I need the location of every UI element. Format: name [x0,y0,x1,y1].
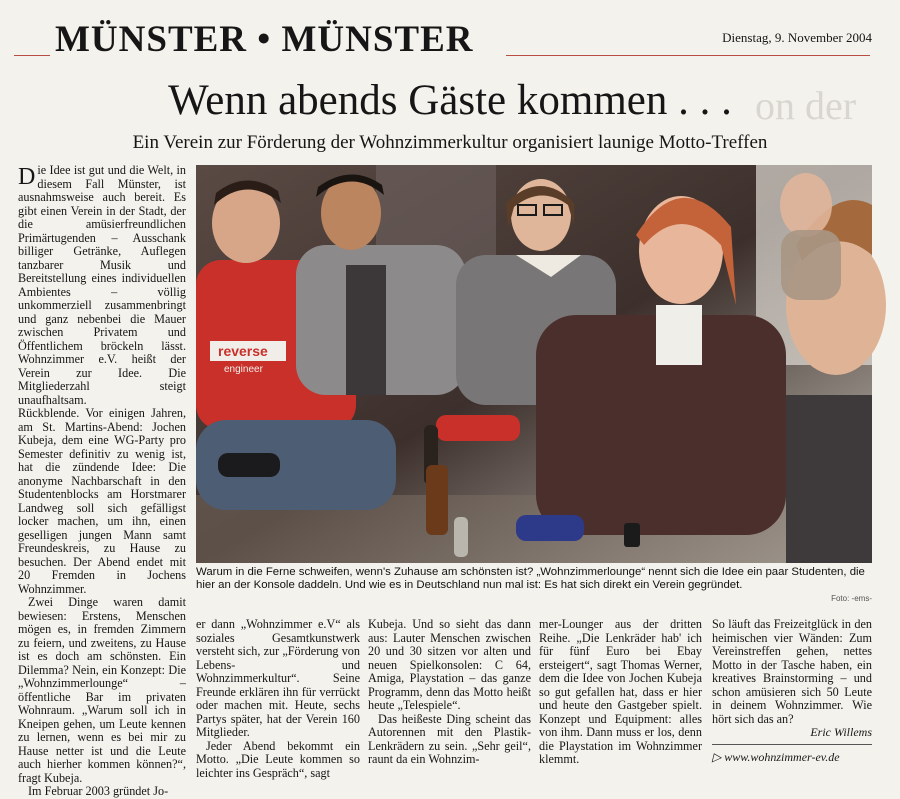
section-masthead: MÜNSTER • MÜNSTER [55,19,474,60]
photo-caption: Warum in die Ferne schweifen, wenn's Zuhause am schönsten ist? „Wohnzimmerlounge“ nennt sich die Idee ein paar Studenten, die hier an der Konsole daddeln. Und wie es in Deutschland nun mal ist: Es hat sich direkt ein Verein gegründet. [196,566,865,591]
paragraph-col2: er dann „Wohnzimmer e.V“ als soziales Gesamtkunstwerk versteht sich, zur „Förderung von Lebens- und Wohnzimmerkultur“. Seine Freunde erklären ihn für verrückt oder machen mit. Heute, sechs Partys später, hat der Verein 160 Mitglieder. [196,617,360,739]
paragraph-col2-motto: Jeder Abend bekommt ein Motto. „Die Leute kommen so leichter ins Gespräch“, sagt [196,738,360,780]
paragraph-concept: Zwei Dinge waren damit bewiesen: Erstens, Menschen mögen es, in fremden Zimmern zu feiern, und zweitens, zu Hause ist es doch am schönsten. Ein Dilemma? Nein, ein Konzept: Die „Wohnzimmerlounge“ – öffentliche Bar im privaten Wohnraum. „Warum soll ich in Kneipen gehen, um Leute kennen zu lernen, wenn es bei mir zu Hause netter ist und die Leute auch hierher kommen können?“, fragt Kubeja. [18,595,186,785]
author-byline: Eric Willems [810,725,872,739]
shirt-print-sub: engineer [224,364,263,375]
paragraph-col5: So läuft das Freizeitglück in den heimischen vier Wänden: Zum Vereinstreffen gehen, nettes Motto in der Tasche haben, ein kreatives Brainstorming – und schon amüsieren sich 50 Leute in deinem Wohnzimmer. Wie hört sich das an? [712,617,872,726]
paragraph-founding: Im Februar 2003 gründet Jo- [28,784,169,798]
article-column-3 [368,618,531,770]
masthead-rule-right [506,55,870,56]
gamepad-red-icon [436,415,520,441]
issue-date: Dienstag, 9. November 2004 [722,30,872,45]
paragraph-col3: Kubeja. Und so sieht das dann aus: Lauter Menschen zwischen 20 und 30 sitzen vor alten und neuen Spielkonsolen: C 64, Amiga, Playstation – das ganze Programm, denn das Motto heißt heute „Telespiele“. [368,617,531,712]
shirt-print: reverse [218,343,268,359]
dropcap: D [18,164,36,190]
masthead-rule-left [14,55,50,56]
photo-credit: Foto: -ems- [831,594,872,603]
gamepad-icon [218,453,280,477]
paragraph-intro: ie Idee ist gut und die Welt, in diesem Fall Münster, ist ausnahmsweise auch bereit. Es gibt einen Verein in der Stadt, der die amüsierfreundlichen Primärtugenden – Ausschank billiger Getränke, Auflegen tanzbarer Musik und Bereitstellung eines individuellen Ambientes – völlig unkommerziell zusammenbringt und ganz nebenbei die Mauer zwischen Privatem und Öffentlichem bröckeln lässt. Wohnzimmer e.V. heißt der Verein zur Idee. Die Mitgliederzahl steigt unaufhaltsam. [18,163,186,407]
article-column-left [18,163,186,798]
article-column-2 [196,617,360,780]
article-subheadline: Ein Verein zur Förderung der Wohnzimmerkultur organisiert launige Motto-Treffen [132,132,768,153]
bottle-icon [426,465,448,535]
photo-illustration [196,165,872,563]
website-link[interactable]: ▷ www.wohnzimmer-ev.de [712,750,840,764]
paragraph-col3-race: Das heißeste Ding scheint das Autorennen mit den Plastik-Lenkrädern zu sein. „Sehr geil“, raunt da ein Wohnzim- [368,711,531,766]
bleed-through-text: on der [755,83,857,128]
paragraph-flashback: Rückblende. Vor einigen Jahren, am St. Martins-Abend: Jochen Kubeja, dem eine WG-Party pro Semester definitiv zu wenig ist, hat die zündende Idee: Die anonyme Nachbarschaft in den Studentenblocks am Horstmarer Landweg soll sich gefälligst locker machen, um ihn, einen geselligen jungen Mann samt Freundeskreis, zu Hause zu besuchen. Der Abend endet mit 20 Fremden in Jochens Wohnzimmer. [18,406,186,596]
paragraph-col4: mer-Lounger aus der dritten Reihe. „Die Lenkräder hab' ich für fünf Euro bei Ebay ersteigert“, sagt Thomas Werner, dem die Idee von Jochen Kubeja so gut gefallen hat, dass er hier und heute den Gastgeber spielt. Konzept und Equipment: alles von ihm. Dann muss er los, denn die Playstation im Wohnzimmer klemmt. [539,617,702,766]
gamepad-blue-icon [516,515,584,541]
article-column-4 [539,618,702,770]
article-photo [196,165,872,563]
article-column-5 [712,618,872,738]
footer-rule [712,744,872,745]
article-headline: Wenn abends Gäste kommen . . . [168,77,732,124]
